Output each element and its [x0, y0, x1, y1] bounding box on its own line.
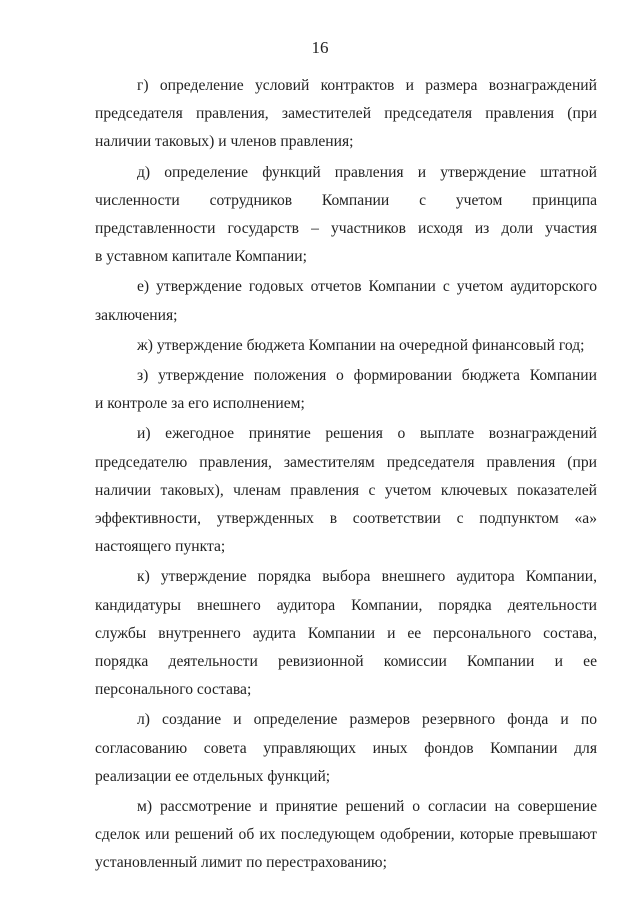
text-line: реализации ее отдельных функций; — [95, 767, 331, 785]
list-item-paragraph — [95, 793, 597, 878]
text-line: к) утверждение порядка выбора внешнего аудитора Компании, — [137, 568, 597, 586]
text-line: сделок или решений об их последующем одобрении, которые превышают — [95, 826, 597, 844]
text-line: персонального состава; — [95, 681, 252, 699]
text-line: м) рассмотрение и принятие решений о согласии на совершение — [137, 798, 597, 816]
list-item-paragraph — [95, 159, 597, 272]
text-line: з) утверждение положения о формировании бюджета Компании — [137, 367, 597, 385]
text-line: д) определение функций правления и утверждение штатной — [137, 163, 597, 181]
list-item-paragraph — [95, 72, 597, 157]
text-line: установленный лимит по перестрахованию; — [95, 854, 387, 872]
text-line: настоящего пункта; — [95, 538, 226, 556]
text-line: и контроле за его исполнением; — [95, 395, 305, 413]
text-line: службы внутреннего аудита Компании и ее персонального состава, — [95, 624, 597, 642]
text-line: согласованию совета управляющих иных фондов Компании для — [95, 739, 597, 757]
text-line: е) утверждение годовых отчетов Компании с учетом аудиторского — [137, 278, 597, 296]
text-line: председателя правления, заместителей председателя правления (при — [95, 105, 597, 123]
list-item-paragraph — [95, 362, 597, 418]
text-line: представленности государств – участников исходя из доли участия — [95, 220, 597, 238]
list-item-paragraph — [95, 706, 597, 791]
text-line: наличии таковых), членам правления с учетом ключевых показателей — [95, 481, 597, 499]
list-item-paragraph — [95, 420, 597, 561]
text-line: в уставном капитале Компании; — [95, 248, 307, 266]
text-line: ж) утверждение бюджета Компании на очередной финансовый год; — [137, 336, 585, 354]
list-item-paragraph — [95, 563, 597, 704]
text-line: эффективности, утвержденных в соответствии с подпунктом «а» — [95, 510, 597, 528]
text-line: кандидатуры внешнего аудитора Компании, порядка деятельности — [95, 596, 597, 614]
list-item-paragraph — [95, 273, 597, 329]
text-line: численности сотрудников Компании с учетом принципа — [95, 191, 597, 209]
text-line: заключения; — [95, 306, 178, 324]
document-body — [95, 72, 597, 880]
text-line: и) ежегодное принятие решения о выплате вознаграждений — [137, 425, 597, 443]
text-line: г) определение условий контрактов и размера вознаграждений — [137, 77, 597, 94]
text-line: л) создание и определение размеров резервного фонда и по — [137, 711, 597, 729]
text-line: наличии таковых) и членов правления; — [95, 133, 354, 151]
text-line: председателю правления, заместителям председателя правления (при — [95, 453, 597, 471]
list-item-paragraph — [95, 332, 597, 360]
page-number: 16 — [311, 38, 329, 57]
text-line: порядка деятельности ревизионной комиссии Компании и ее — [95, 653, 597, 671]
